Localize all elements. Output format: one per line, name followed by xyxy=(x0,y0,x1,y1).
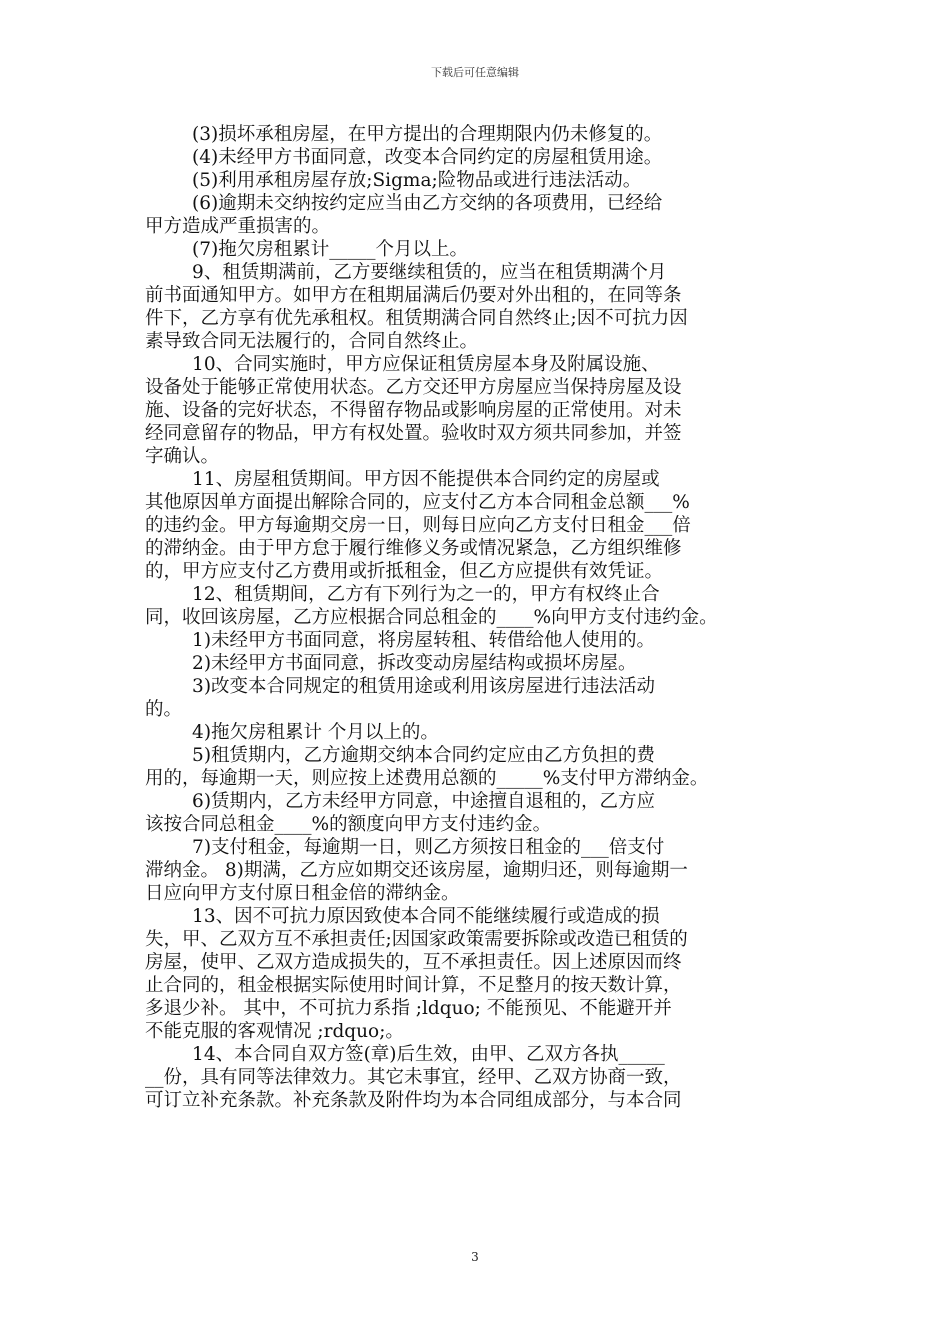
text-line: 5)租赁期内，乙方逾期交纳本合同约定应由乙方负担的费 xyxy=(145,745,656,766)
text-line: 房屋，使甲、乙双方造成损失的，互不承担责任。因上述原因而终 xyxy=(145,952,682,973)
text-line: 该按合同总租金____%的额度向甲方支付违约金。 xyxy=(145,814,552,835)
page-header: 下载后可任意编辑 xyxy=(431,66,519,79)
text-line: (7)拖欠房租累计_____个月以上。 xyxy=(145,239,469,260)
text-line: 可订立补充条款。补充条款及附件均为本合同组成部分，与本合同 xyxy=(145,1090,682,1111)
text-line: (3)损坏承租房屋，在甲方提出的合理期限内仍未修复的。 xyxy=(145,124,663,145)
text-line: 6)赁期内，乙方未经甲方同意，中途擅自退租的，乙方应 xyxy=(145,791,656,812)
text-line: 设备处于能够正常使用状态。乙方交还甲方房屋应当保持房屋及设 xyxy=(145,377,682,398)
text-line: 经同意留存的物品，甲方有权处置。验收时双方须共同参加，并签 xyxy=(145,423,682,444)
text-line: 的，甲方应支付乙方费用或折抵租金，但乙方应提供有效凭证。 xyxy=(145,561,664,582)
text-line: 字确认。 xyxy=(145,446,220,467)
text-line: 3)改变本合同规定的租赁用途或利用该房屋进行违法活动 xyxy=(145,676,656,697)
text-line: 10、合同实施时，甲方应保证租赁房屋本身及附属设施、 xyxy=(145,354,660,375)
text-line: 素导致合同无法履行的，合同自然终止。 xyxy=(145,331,479,352)
text-line: 11、房屋租赁期间。甲方因不能提供本合同约定的房屋或 xyxy=(145,469,660,490)
text-line: (4)未经甲方书面同意，改变本合同约定的房屋租赁用途。 xyxy=(145,147,663,168)
text-line: 9、租赁期满前，乙方要继续租赁的，应当在租赁期满个月 xyxy=(145,262,667,283)
text-line: (6)逾期未交纳按约定应当由乙方交纳的各项费用，已经给 xyxy=(145,193,663,214)
text-line: 甲方造成严重损害的。 xyxy=(145,216,331,237)
text-line: 2)未经甲方书面同意，拆改变动房屋结构或损坏房屋。 xyxy=(145,653,637,674)
text-line: 7)支付租金，每逾期一日，则乙方须按日租金的___倍支付 xyxy=(145,837,665,858)
text-line: 12、租赁期间，乙方有下列行为之一的，甲方有权终止合 xyxy=(145,584,660,605)
text-line: 的违约金。甲方每逾期交房一日，则每日应向乙方支付日租金___倍 xyxy=(145,515,691,536)
text-line: 止合同的，租金根据实际使用时间计算，不足整月的按天数计算， xyxy=(145,975,682,996)
text-line: 日应向甲方支付原日租金倍的滞纳金。 xyxy=(145,883,460,904)
text-line: 1)未经甲方书面同意，将房屋转租、转借给他人使用的。 xyxy=(145,630,656,651)
page-number: 3 xyxy=(471,1250,479,1264)
contract-body-text xyxy=(145,123,805,1112)
text-line: 13、因不可抗力原因致使本合同不能继续履行或造成的损 xyxy=(145,906,660,927)
text-line: 的滞纳金。由于甲方怠于履行维修义务或情况紧急，乙方组织维修 xyxy=(145,538,682,559)
text-line: __份，具有同等法律效力。其它未事宜，经甲、乙双方协商一致， xyxy=(145,1067,682,1088)
text-line: 前书面通知甲方。如甲方在租期届满后仍要对外出租的，在同等条 xyxy=(145,285,682,306)
text-line: 失，甲、乙双方互不承担责任;因国家政策需要拆除或改造已租赁的 xyxy=(145,929,688,950)
text-line: 件下，乙方享有优先承租权。租赁期满合同自然终止;因不可抗力因 xyxy=(145,308,688,329)
text-line: 4)拖欠房租累计 个月以上的。 xyxy=(145,722,439,743)
text-line: 的。 xyxy=(145,699,183,720)
text-line: 施、设备的完好状态，不得留存物品或影响房屋的正常使用。对未 xyxy=(145,400,682,421)
text-line: 同，收回该房屋，乙方应根据合同总租金的____%向甲方支付违约金。 xyxy=(145,607,718,628)
text-line: 不能克服的客观情况 ;rdquo;。 xyxy=(145,1021,404,1042)
text-line: 用的，每逾期一天，则应按上述费用总额的_____%支付甲方滞纳金。 xyxy=(145,768,709,789)
text-line: (5)利用承租房屋存放;Sigma;险物品或进行违法活动。 xyxy=(145,170,642,191)
text-line: 滞纳金。 8)期满，乙方应如期交还该房屋，逾期归还，则每逾期一 xyxy=(145,860,688,881)
text-line: 其他原因单方面提出解除合同的，应支付乙方本合同租金总额___% xyxy=(145,492,690,513)
text-line: 多退少补。 其中，不可抗力系指 ;ldquo; 不能预见、不能避开并 xyxy=(145,998,672,1019)
text-line: 14、本合同自双方签(章)后生效，由甲、乙双方各执_____ xyxy=(145,1044,665,1065)
